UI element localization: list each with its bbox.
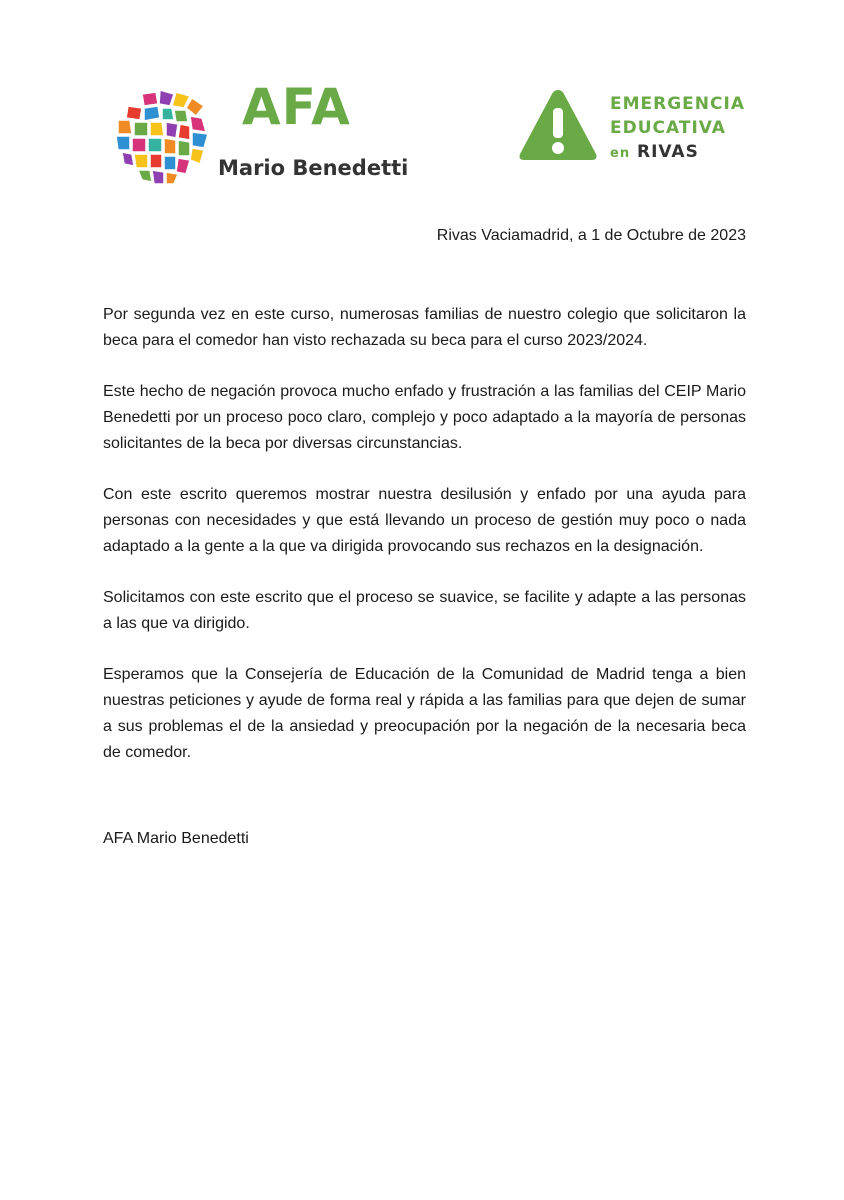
ee-line1: EMERGENCIA [610, 94, 745, 114]
letter-paragraph: Con este escrito queremos mostrar nuestra desilusión y enfado por una ayuda para personas con necesidades y que está llevando un proceso de gestión muy poco o nada adaptado a la gente a la que va dirigida provocando sus rechazos en la designación. [103, 486, 746, 555]
ee-line3-prefix: en [610, 146, 631, 161]
afa-logo-title: AFA [242, 78, 351, 136]
mosaic-icon [112, 88, 216, 188]
letter-paragraph: Esperamos que la Consejería de Educación de la Comunidad de Madrid tenga a bien nuestras peticiones y ayude de forma real y rápida a las familias para que dejen de sumar a sus problemas el de la ansiedad y preocupación por la negación de la necesaria beca de comedor. [103, 666, 746, 761]
emergencia-educativa-logo [516, 86, 756, 170]
emergencia-educativa-text [610, 92, 745, 166]
warning-triangle-icon [516, 86, 600, 164]
letter-signature: AFA Mario Benedetti [103, 830, 249, 847]
letter-header [0, 0, 844, 200]
ee-line3-main: RIVAS [637, 142, 699, 162]
letter-paragraph: Solicitamos con este escrito que el proceso se suavice, se facilite y adapte a las personas a las que va dirigido. [103, 589, 746, 632]
ee-line3 [610, 140, 745, 166]
letter-date: Rivas Vaciamadrid, a 1 de Octubre de 2023 [436, 227, 746, 244]
ee-line2: EDUCATIVA [610, 118, 726, 138]
letter-paragraph: Este hecho de negación provoca mucho enfado y frustración a las familias del CEIP Mario Benedetti por un proceso poco claro, complejo y poco adaptado a la mayoría de personas solicitantes de la beca por diversas circunstancias. [103, 383, 746, 452]
afa-logo-subtitle: Mario Benedetti [218, 156, 409, 180]
afa-logo [112, 78, 409, 194]
letter-body [103, 302, 746, 791]
letter-paragraph: Por segunda vez en este curso, numerosas familias de nuestro colegio que solicitaron la beca para el comedor han visto rechazada su beca para el curso 2023/2024. [103, 306, 746, 349]
